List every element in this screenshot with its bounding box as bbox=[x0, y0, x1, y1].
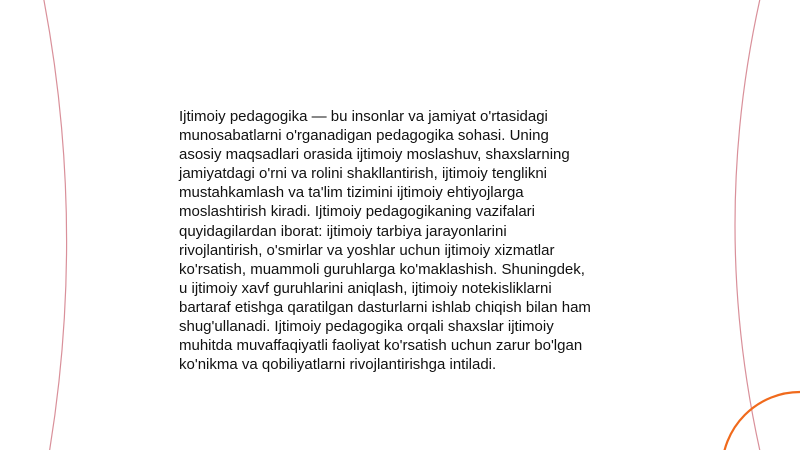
text-line: moslashtirish kiradi. Ijtimoiy pedagogikaning vazifalari bbox=[179, 203, 535, 221]
text-line: asosiy maqsadlari orasida ijtimoiy moslashuv, shaxslarning bbox=[179, 146, 570, 164]
text-line: munosabatlarni o'rganadigan pedagogika sohasi. Uning bbox=[179, 127, 549, 145]
body-paragraph bbox=[179, 107, 625, 374]
text-line: ko'rsatish, muammoli guruhlarga ko'maklashish. Shuningdek, bbox=[179, 260, 585, 278]
text-line: rivojlantirish, o'smirlar va yoshlar uchun ijtimoiy xizmatlar bbox=[179, 241, 555, 259]
text-line: muhitda muvaffaqiyatli faoliyat ko'rsatish uchun zarur bo'lgan bbox=[179, 337, 583, 355]
text-line: jamiyatdagi o'rni va rolini shakllantirish, ijtimoiy tenglikni bbox=[179, 165, 548, 183]
right-arc bbox=[735, 0, 762, 450]
text-line: quyidagilardan iborat: ijtimoiy tarbiya jarayonlarini bbox=[179, 222, 507, 240]
text-line: Ijtimoiy pedagogika — bu insonlar va jamiyat o'rtasidagi bbox=[179, 108, 548, 125]
text-line: mustahkamlash va ta'lim tizimini ijtimoiy ehtiyojlarga bbox=[179, 184, 524, 202]
text-line: ko'nikma va qobiliyatlarni rivojlantirishga intiladi. bbox=[179, 356, 497, 374]
accent-circle-arc bbox=[722, 392, 800, 450]
text-line: u ijtimoiy xavf guruhlarini aniqlash, ijtimoiy notekisliklarni bbox=[179, 279, 552, 297]
left-arc bbox=[42, 0, 67, 450]
text-line: bartaraf etishga qaratilgan dasturlarni ishlab chiqish bilan ham bbox=[179, 298, 591, 316]
text-line: shug'ullanadi. Ijtimoiy pedagogika orqali shaxslar ijtimoiy bbox=[179, 318, 554, 336]
